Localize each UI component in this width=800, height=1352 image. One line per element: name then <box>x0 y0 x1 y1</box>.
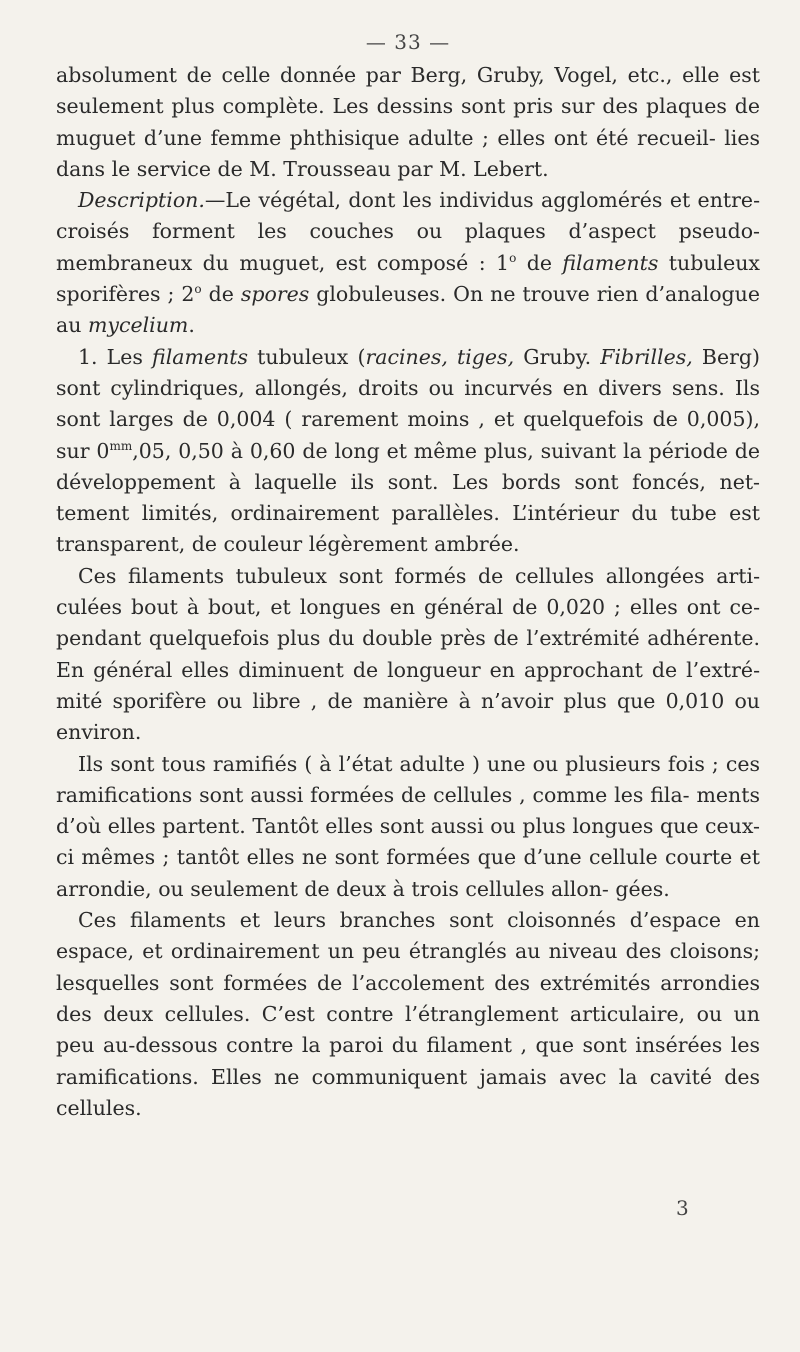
page-number-header: — 33 — <box>365 30 451 54</box>
p2-text-5: globuleuses. On ne trouve rien d’analogue au <box>56 282 760 338</box>
description-heading: Description. <box>78 188 205 213</box>
p2-ordinal-1: o <box>509 250 517 265</box>
document-page <box>56 30 760 1124</box>
paragraph-3 <box>56 342 760 561</box>
p3-unit-mm: mm <box>109 438 133 453</box>
p2-text-3: tubuleux sporifères ; 2 <box>56 250 760 307</box>
p2-term-spores: spores <box>240 282 310 307</box>
p3-text-1: 1. Les <box>78 344 153 369</box>
paragraph-4: Ces filaments tubuleux sont formés de cellules allongées arti- culées bout à bout, et longues en général de 0,020 ; elles ont ce- pendant quelquefois plus du double près de l’extrémité adhérente. En général elles diminuent de longueur en approchant de l’extré- mité sporifère ou libre , de manière à n’avoir plus que 0,010 ou environ. <box>56 563 760 745</box>
paragraph-5: Ils sont tous ramifiés ( à l’état adulte ) une ou plusieurs fois ; ces ramifications sont aussi formées de cellules , comme les fila- ments d’où elles partent. Tantôt elles sont aussi ou plus longues que ceux-ci mêmes ; tantôt elles ne sont formées que d’une cellule courte et arrondie, ou seulement de deux à trois cellules allon- gées. <box>56 751 760 901</box>
p2-text-2: de <box>516 250 563 275</box>
p2-term-filaments: filaments <box>562 250 659 275</box>
p3-term-fibrilles: Fibrilles, <box>600 344 693 369</box>
paragraph-2 <box>56 185 760 341</box>
p2-text-1: —Le végétal, dont les individus agglomérés et entre- croisés forment les couches ou plaques d’aspect pseudo-membraneux du muguet, est composé : 1 <box>56 188 760 275</box>
p3-term-filaments: filaments <box>152 344 249 369</box>
p3-text-2: tubuleux ( <box>248 344 366 369</box>
p3-text-5: ,05, 0,50 à 0,60 de long et même plus, suivant la période de développement à laquelle ils sont. Les bords sont foncés, net- tement limités, ordinairement parallèles. L’intérieur du tube est transparent, de couleur légèrement ambrée. <box>56 438 761 557</box>
p2-text-4: de <box>201 282 241 307</box>
signature-mark: 3 <box>676 1196 689 1220</box>
p2-text-6: . <box>188 313 195 338</box>
p3-term-racines-tiges: racines, tiges, <box>365 344 515 369</box>
paragraph-6: Ces filaments et leurs branches sont cloisonnés d’espace en espace, et ordinairement un peu étranglés au niveau des cloisons; lesquelles sont formées de l’accolement des extrémités arrondies des deux cellules. C’est contre l’étranglement articulaire, ou un peu au-dessous contre la paroi du filament , que sont insérées les ramifications. Elles ne communiquent jamais avec la cavité des cellules. <box>56 908 760 1120</box>
p3-text-4: Berg) sont cylindriques, allongés, droits ou incurvés en divers sens. Ils sont larges de 0,004 ( rarement moins , et quelquefois de 0,005), sur 0 <box>56 344 760 463</box>
p3-text-3: Gruby. <box>514 344 601 369</box>
p2-ordinal-2: o <box>194 282 202 297</box>
paragraph-1: absolument de celle donnée par Berg, Gruby, Vogel, etc., elle est seulement plus complète. Les dessins sont pris sur des plaques de muguet d’une femme phthisique adulte ; elles ont été recueil- lies dans le service de M. Trousseau par M. Lebert. <box>56 63 760 181</box>
p2-term-mycelium: mycelium <box>87 313 189 338</box>
body-text <box>56 60 760 1124</box>
